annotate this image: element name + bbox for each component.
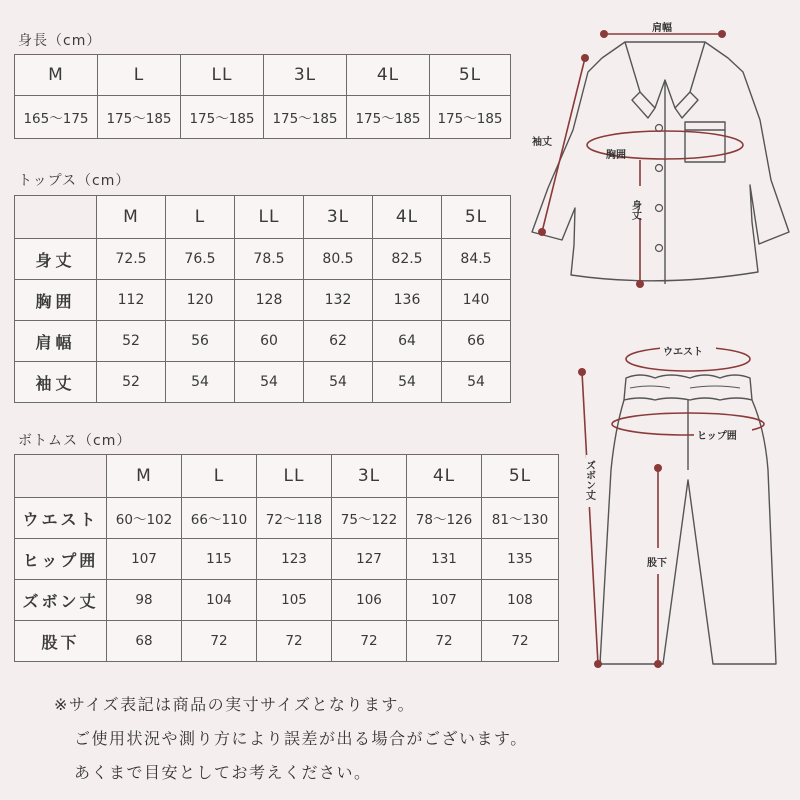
hip-label: ヒップ囲 <box>697 431 737 442</box>
table-cell: 60 <box>235 321 304 362</box>
size-header: LL <box>257 455 332 498</box>
row-label: ズボン丈 <box>15 580 107 621</box>
size-header: LL <box>235 196 304 239</box>
size-header: 5L <box>430 55 511 96</box>
body-length-label-vertical <box>630 186 649 221</box>
table-cell: 75〜122 <box>332 498 407 539</box>
height-section-title: 身長（cm） <box>18 33 102 49</box>
note-line: あくまで目安としてお考えください。 <box>74 763 372 782</box>
body-length-label: 身丈 <box>629 200 641 220</box>
table-cell: 72 <box>407 621 482 662</box>
pants-length-measure-line <box>582 372 598 664</box>
table-cell: 127 <box>332 539 407 580</box>
table-cell: 136 <box>373 280 442 321</box>
table-cell: 175〜185 <box>98 96 181 139</box>
size-header: L <box>182 455 257 498</box>
size-header: M <box>107 455 182 498</box>
table-cell: 72.5 <box>97 239 166 280</box>
table-cell: 108 <box>482 580 559 621</box>
size-header: 3L <box>304 196 373 239</box>
table-cell: 82.5 <box>373 239 442 280</box>
table-cell: 68 <box>107 621 182 662</box>
note-line: ご使用状況や測り方により誤差が出る場合がございます。 <box>74 729 528 748</box>
table-cell: 56 <box>166 321 235 362</box>
size-notes <box>54 688 528 790</box>
table-cell: 105 <box>257 580 332 621</box>
size-header: M <box>97 196 166 239</box>
note-line: ※サイズ表記は商品の実寸サイズとなります。 <box>54 695 416 714</box>
size-header: 3L <box>332 455 407 498</box>
tops-section-title: トップス（cm） <box>18 173 131 189</box>
table-cell: 52 <box>97 362 166 403</box>
size-header: M <box>15 55 98 96</box>
table-cell: 52 <box>97 321 166 362</box>
table-cell: 72 <box>257 621 332 662</box>
table-cell: 175〜185 <box>347 96 430 139</box>
table-cell: 72〜118 <box>257 498 332 539</box>
table-cell: 81〜130 <box>482 498 559 539</box>
table-cell: 54 <box>304 362 373 403</box>
inseam-label: 股下 <box>647 558 667 569</box>
table-cell: 175〜185 <box>181 96 264 139</box>
table-cell: 66〜110 <box>182 498 257 539</box>
row-label: 袖丈 <box>15 362 97 403</box>
table-cell: 54 <box>235 362 304 403</box>
table-cell: 66 <box>442 321 511 362</box>
size-header: 4L <box>347 55 430 96</box>
size-header: 5L <box>442 196 511 239</box>
table-cell: 106 <box>332 580 407 621</box>
pants-illustration <box>600 375 776 664</box>
table-cell: 60〜102 <box>107 498 182 539</box>
table-cell: 78〜126 <box>407 498 482 539</box>
table-cell: 80.5 <box>304 239 373 280</box>
top-pocket <box>685 122 725 162</box>
table-cell: 72 <box>332 621 407 662</box>
pants-length-label: ズボン丈 <box>583 460 595 500</box>
button-icon <box>656 205 663 212</box>
table-cell: 131 <box>407 539 482 580</box>
row-label: 股下 <box>15 621 107 662</box>
row-label: 胸囲 <box>15 280 97 321</box>
waist-label: ウエスト <box>663 347 703 358</box>
size-header: 3L <box>264 55 347 96</box>
table-cell: 112 <box>97 280 166 321</box>
bottoms-section-title: ボトムス（cm） <box>18 433 132 449</box>
top-measure-lines <box>542 34 743 284</box>
table-cell: 132 <box>304 280 373 321</box>
shoulder-label: 肩幅 <box>652 23 672 34</box>
table-cell: 84.5 <box>442 239 511 280</box>
chest-label: 胸囲 <box>606 150 626 161</box>
table-cell: 128 <box>235 280 304 321</box>
button-icon <box>656 245 663 252</box>
table-cell: 62 <box>304 321 373 362</box>
table-cell: 175〜185 <box>264 96 347 139</box>
size-header: 4L <box>373 196 442 239</box>
table-cell: 76.5 <box>166 239 235 280</box>
table-cell: 78.5 <box>235 239 304 280</box>
size-header: 5L <box>482 455 559 498</box>
size-header: L <box>98 55 181 96</box>
row-label: 肩幅 <box>15 321 97 362</box>
row-label: ヒップ囲 <box>15 539 107 580</box>
sleeve-label: 袖丈 <box>532 137 552 148</box>
table-cell: 54 <box>373 362 442 403</box>
table-cell: 72 <box>182 621 257 662</box>
size-header: LL <box>181 55 264 96</box>
top-buttons <box>656 125 663 252</box>
table-cell: 120 <box>166 280 235 321</box>
table-cell: 64 <box>373 321 442 362</box>
button-icon <box>656 165 663 172</box>
table-cell: 165〜175 <box>15 96 98 139</box>
table-cell: 107 <box>407 580 482 621</box>
table-cell: 104 <box>182 580 257 621</box>
table-cell: 107 <box>107 539 182 580</box>
table-cell: 175〜185 <box>430 96 511 139</box>
table-cell: 98 <box>107 580 182 621</box>
table-cell: 140 <box>442 280 511 321</box>
row-label: 身丈 <box>15 239 97 280</box>
table-cell: 54 <box>166 362 235 403</box>
size-header: 4L <box>407 455 482 498</box>
size-header: L <box>166 196 235 239</box>
table-cell: 54 <box>442 362 511 403</box>
table-cell: 123 <box>257 539 332 580</box>
table-cell: 115 <box>182 539 257 580</box>
table-cell: 72 <box>482 621 559 662</box>
table-cell: 135 <box>482 539 559 580</box>
row-label: ウエスト <box>15 498 107 539</box>
